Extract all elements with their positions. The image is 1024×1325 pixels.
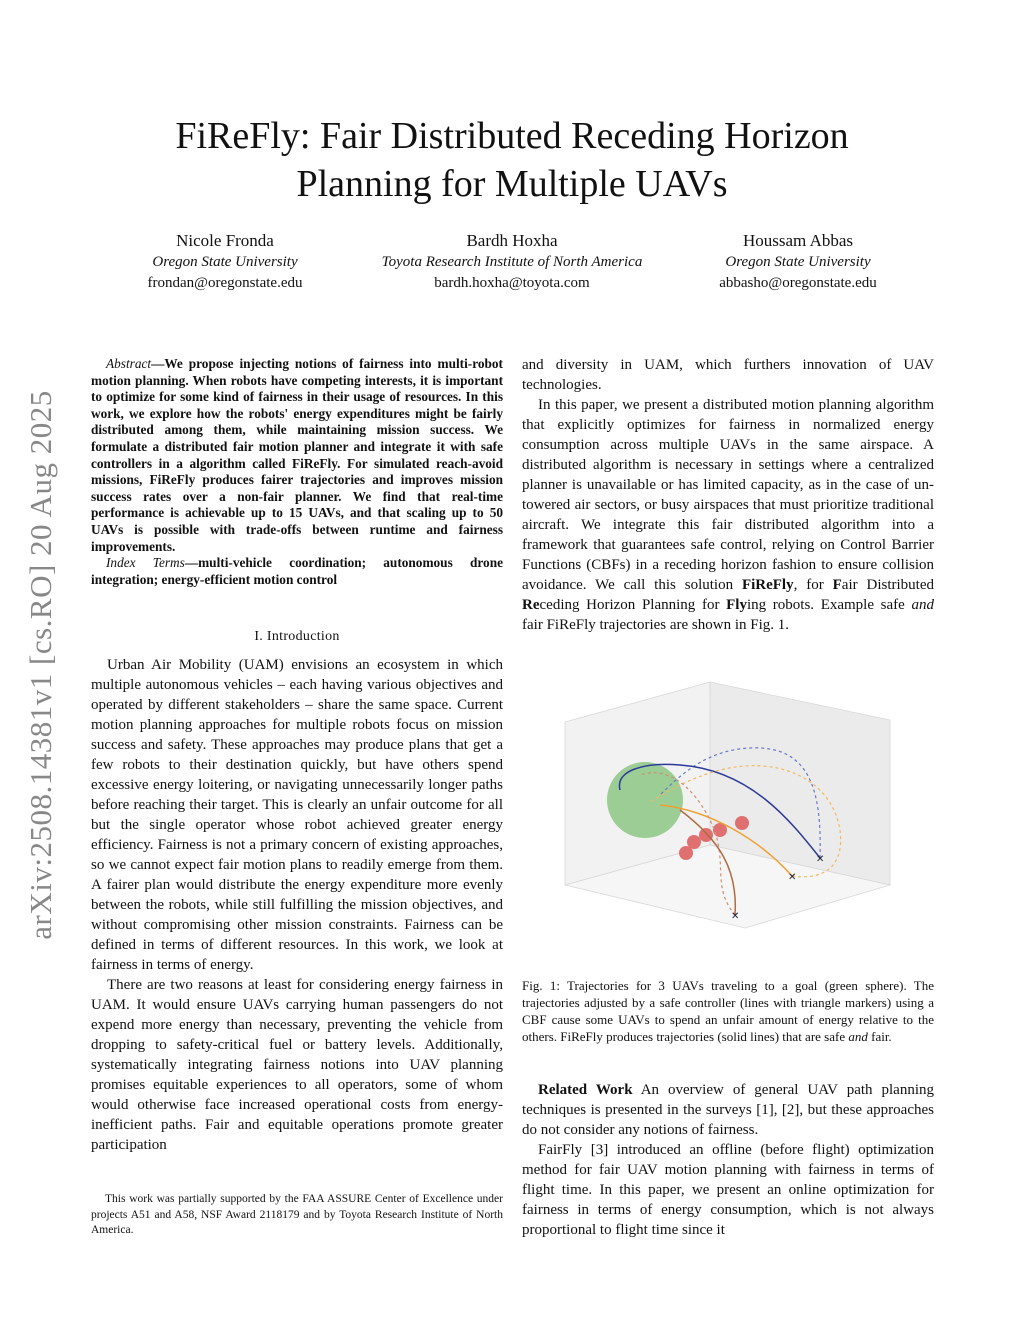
author-name: Nicole Fronda [176,231,274,250]
text-run-bold: Fly [726,597,747,613]
text-run-italic: and [848,1029,868,1044]
author-name: Bardh Hoxha [466,231,558,250]
footnote: This work was partially supported by the FAA ASSURE Center of Excellence under projects A51 and A58, NSF Award 2118179 and by Toyota Research Institute of North America. [91,1193,503,1236]
figure-caption [522,977,934,1045]
related-work-paragraph [522,1080,934,1140]
text-run: An overview of general UAV path planning techniques is presented in the surveys [1], [2], but these approaches do not consider any notions of fairness. [522,1082,934,1138]
text-run: fair. [867,1029,892,1044]
title-line-2: Planning for Multiple UAVs [296,163,728,205]
index-terms [91,555,503,588]
abstract-paragraph [91,356,503,555]
right-paragraph-2 [522,395,934,635]
right-column-bottom [522,1080,934,1240]
fairfly-paragraph: FairFly [3] introduced an offline (before flight) optimization method for fair UAV motion planning with fairness in terms of flight time. In this paper, we present an online optimization for fairness in terms of energy consumption, which is not always proportional to flight time since it [522,1142,934,1238]
text-run-bold: F [832,577,842,593]
text-run-bold: FiReFly [741,577,794,593]
text-run: ing robots. Example safe [746,597,912,613]
text-run: , for [793,577,833,593]
author-name: Houssam Abbas [742,231,854,250]
goal-sphere [607,762,683,838]
text-run: fair FiReFly trajectories are shown in Fig. 1. [522,617,790,633]
author-block-2 [362,230,662,294]
abstract [91,356,503,588]
author-email: bardh.hoxha@toyota.com [434,275,590,291]
author-block-1 [75,230,375,294]
index-terms-text: —multi-vehicle coordination; autonomous drone integration; energy-efficient motion control [91,555,503,587]
obstacle [699,828,713,842]
paper-title [100,112,924,208]
text-run: ceding Horizon Planning for [539,597,727,613]
text-run: air Distributed [841,577,934,593]
author-email: frondan@oregonstate.edu [147,275,303,291]
related-work-label: Related Work [538,1082,633,1098]
arxiv-side-label [16,365,66,965]
title-line-1: FiReFly: Fair Distributed Receding Horizon [175,115,849,157]
abstract-text: —We propose injecting notions of fairness into multi-robot motion planning. When robots have competing interests, it is important to optimize for some kind of fairness in their usage of resources. In this work, we explore how the robots' energy expenditures might be fairly distributed among them, while maintaining mission success. We formulate a distributed fair motion planner and integrate it with safe controllers in a algorithm called FiReFly. For simulated reach-avoid missions, FiReFly produces fairer trajectories and improves mission success rates over a non-fair planner. We find that real-time performance is achievable up to 15 UAVs, and that scaling up to 50 UAVs is possible with trade-offs between runtime and fairness improvements. [91,356,503,554]
right-column-top [522,355,934,635]
author-affiliation: Oregon State University [152,254,298,270]
obstacle [687,835,701,849]
section-heading: I. Introduction [254,629,340,644]
author-affiliation: Toyota Research Institute of North America [381,254,643,270]
text-run-bold: Re [522,597,540,613]
start-marker: ✕ [816,854,825,865]
index-terms-label: Index Terms [106,555,185,571]
intro-paragraph-1: Urban Air Mobility (UAM) envisions an ecosystem in which multiple autonomous vehicles – each having various objectives and operated by different stakeholders – share the same space. Current motion planning approaches for multiple robots focus on mission success and safety. These approaches may produce plans that get a few robots to their destination quickly, but have others spend excessive energy loitering, or navigating unnecessarily longer paths before reaching their target. This is clearly an unfair outcome for all but the single operator whose robot achieved greater energy efficiency. Fairness is not a primary concern of existing approaches, so we cannot expect fair motion plans to readily emerge from them. A fairer plan would distribute the energy expenditure more evenly between the robots, while still fulfilling the mission objectives, and without compromising other mission constraints. Fairness can be defined in terms of different resources. In this work, we look at fairness in terms of energy. [91,657,503,973]
start-marker: ✕ [788,872,797,883]
abstract-label: Abstract [106,356,152,371]
author-affiliation: Oregon State University [725,254,871,270]
arxiv-id: arXiv:2508.14381v1 [cs.RO] 20 Aug 2025 [23,390,58,940]
obstacle [735,816,749,830]
text-run-italic: and [911,597,934,613]
intro-paragraph-2: There are two reasons at least for considering energy fairness in UAM. It would ensure UAVs carrying human passengers do not expend more energy than necessary, preventing the vehicle from dropping to safety-critical fuel or battery levels. Additionally, systematically integrating fairness notions into UAV planning promises equitable experiences to all operators, some of whom would otherwise face increased operational costs from energy-inefficient paths. Fair and equitable operations promote greater participation [91,977,503,1153]
text-run: Fig. 1: Trajectories for 3 UAVs traveling to a goal (green sphere). The trajectories adjusted by a safe controller (lines with triangle markers) using a CBF cause some UAVs to spend an unfair amount of energy relative to the others. FiReFly produces trajectories (solid lines) that are safe [522,978,934,1044]
right-paragraph-1: and diversity in UAM, which furthers innovation of UAV technologies. [522,357,934,393]
start-marker: ✕ [731,911,740,922]
author-block-3 [648,230,948,294]
trajectory-figure [560,670,900,930]
intro-body [91,655,503,1155]
text-run: In this paper, we present a distributed motion planning algorithm that explicitly optimizes for fairness in normalized energy consumption across multiple UAVs in the same airspace. A distributed algorithm is necessary in settings where a centralized planner is unavailable or has limited capacity, as in the case of un-towered air sectors, or busy airspaces that must prioritize traditional aircraft. We integrate this fair distributed algorithm into a framework that guarantees safe control, relying on Control Barrier Functions (CBFs) in a receding horizon fashion to ensure collision avoidance. We call this solution [522,397,934,593]
author-email: abbasho@oregonstate.edu [719,275,877,291]
